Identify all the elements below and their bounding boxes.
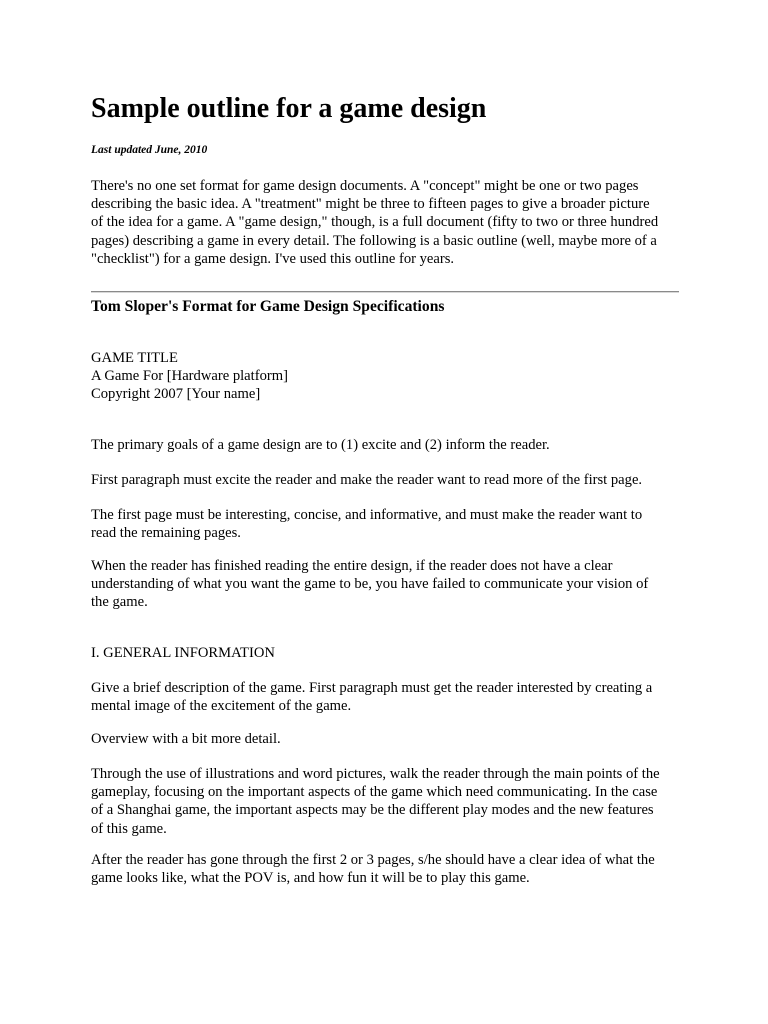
text-line: After the reader has gone through the first 2 or 3 pages, s/he should have a clear idea of what the — [91, 852, 655, 868]
text-line: Overview with a bit more detail. — [91, 731, 281, 747]
section-heading — [91, 644, 681, 662]
overview-paragraph — [91, 730, 681, 748]
text-line: mental image of the excitement of the game. — [91, 698, 352, 715]
text-line: The first page must be interesting, concise, and informative, and must make the reader want to — [91, 507, 643, 523]
finished-reading-paragraph — [91, 557, 681, 612]
first-paragraph-note — [91, 471, 681, 489]
text-line: understanding of what you want the game to be, you have failed to communicate your vision of — [91, 576, 649, 593]
text-line: read the remaining pages. — [91, 525, 241, 542]
text-line: Give a brief description of the game. First paragraph must get the reader interested by creating a — [91, 680, 653, 696]
text-line: of this game. — [91, 820, 167, 837]
brief-description-paragraph — [91, 679, 681, 715]
text-line: "checklist") for a game design. I've used this outline for years. — [91, 250, 455, 267]
game-title-line: GAME TITLE — [91, 350, 178, 366]
text-line: of the idea for a game. A "game design," though, is a full document (fifty to two or three hundred — [91, 214, 659, 231]
text-line: game looks like, what the POV is, and how fun it will be to play this game. — [91, 870, 530, 887]
text-line: I. GENERAL INFORMATION — [91, 645, 275, 661]
goals-paragraph — [91, 436, 681, 454]
intro-paragraph — [91, 177, 681, 268]
last-updated-note: Last updated June, 2010 — [91, 144, 208, 156]
platform-line: A Game For [Hardware platform] — [91, 368, 288, 385]
text-line: First paragraph must excite the reader and make the reader want to read more of the first page. — [91, 472, 643, 488]
text-line: describing the basic idea. A "treatment" might be three to fifteen pages to give a broader picture — [91, 196, 650, 213]
text-line: the game. — [91, 594, 148, 611]
title-block — [91, 349, 681, 404]
copyright-line: Copyright 2007 [Your name] — [91, 386, 261, 403]
text-line: The primary goals of a game design are to (1) excite and (2) inform the reader. — [91, 437, 550, 453]
first-page-paragraph — [91, 506, 681, 542]
text-line: pages) describing a game in every detail. The following is a basic outline (well, maybe more of a — [91, 232, 657, 249]
after-reading-paragraph — [91, 851, 681, 887]
illustrations-paragraph — [91, 765, 681, 838]
text-line: of a Shanghai game, the important aspects may be the different play modes and the new features — [91, 802, 654, 819]
text-line: There's no one set format for game design documents. A "concept" might be one or two pages — [91, 178, 639, 194]
page-title: Sample outline for a game design — [91, 93, 487, 124]
text-line: gameplay, focusing on the important aspects of the game which need communicating. In the case — [91, 784, 658, 801]
horizontal-divider — [91, 291, 679, 293]
format-heading: Tom Sloper's Format for Game Design Specifications — [91, 298, 445, 315]
text-line: Through the use of illustrations and word pictures, walk the reader through the main points of the — [91, 766, 660, 782]
text-line: When the reader has finished reading the entire design, if the reader does not have a clear — [91, 558, 613, 574]
